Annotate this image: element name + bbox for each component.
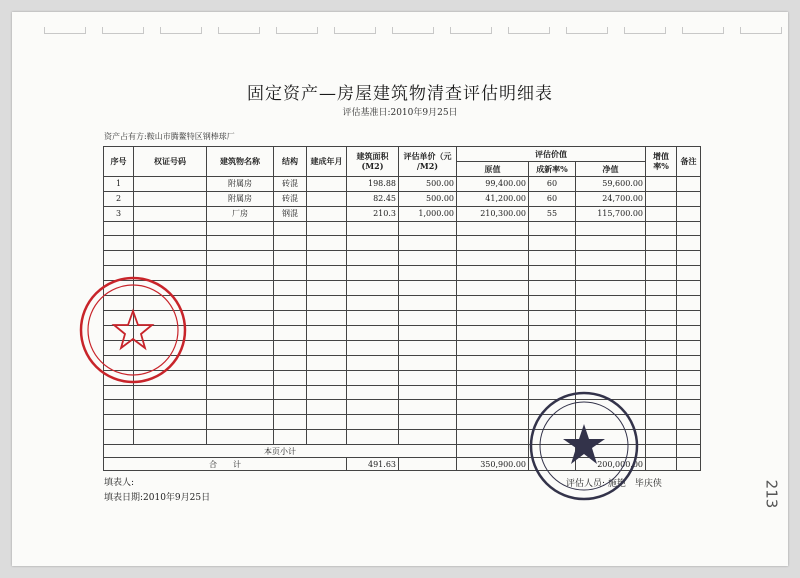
cell-original bbox=[457, 340, 529, 355]
total-area: 491.63 bbox=[347, 458, 399, 471]
table-row bbox=[104, 236, 701, 251]
cell-appreciation bbox=[646, 281, 677, 296]
cell-unit-price bbox=[399, 251, 457, 266]
appraisal-firm-seal bbox=[528, 390, 640, 502]
cell-cert-no bbox=[134, 191, 207, 206]
appraisers: 评估人员: 施艳 毕庆侠 bbox=[566, 479, 662, 489]
cell-name bbox=[207, 236, 274, 251]
cell-area bbox=[347, 266, 399, 281]
cell-net bbox=[576, 370, 646, 385]
cell-rate bbox=[529, 296, 576, 311]
cell-area bbox=[347, 236, 399, 251]
cell-year bbox=[307, 325, 347, 340]
header-area-label: 建筑面积 bbox=[356, 151, 389, 162]
cell-name bbox=[207, 385, 274, 400]
cell-appreciation bbox=[646, 296, 677, 311]
cell-cert-no bbox=[134, 221, 207, 236]
cell-rate: 55 bbox=[529, 206, 576, 221]
cell-year bbox=[307, 430, 347, 445]
cell-seq bbox=[104, 400, 134, 415]
cell-cert-no bbox=[134, 176, 207, 191]
cell-cert-no bbox=[134, 415, 207, 430]
cell-rate bbox=[529, 310, 576, 325]
cell-year bbox=[307, 221, 347, 236]
cell-net bbox=[576, 355, 646, 370]
cell-area bbox=[347, 370, 399, 385]
cell-unit-price bbox=[399, 221, 457, 236]
header-building-name: 建筑物名称 bbox=[207, 147, 274, 177]
filler-label: 填表人: bbox=[104, 478, 135, 488]
cell-remarks bbox=[677, 251, 701, 266]
cell-original bbox=[457, 370, 529, 385]
cell-net: 115,700.00 bbox=[576, 206, 646, 221]
cell-remarks bbox=[677, 236, 701, 251]
cell-unit-price bbox=[399, 385, 457, 400]
cell-unit-price bbox=[399, 355, 457, 370]
cell-appreciation bbox=[646, 415, 677, 430]
cell-rate bbox=[529, 251, 576, 266]
cell-original bbox=[457, 221, 529, 236]
asset-owner: 资产占有方:鞍山市腾鳌特区钢棒球厂 bbox=[104, 132, 235, 141]
table-row bbox=[104, 191, 701, 206]
cell-net: 59,600.00 bbox=[576, 176, 646, 191]
cell-appreciation bbox=[646, 370, 677, 385]
cell-year bbox=[307, 310, 347, 325]
cell-structure: 砖混 bbox=[274, 191, 307, 206]
cell-year bbox=[307, 370, 347, 385]
cell-name bbox=[207, 310, 274, 325]
cell-appreciation bbox=[646, 221, 677, 236]
cell-year bbox=[307, 355, 347, 370]
cell-structure bbox=[274, 385, 307, 400]
cell-appreciation bbox=[646, 400, 677, 415]
cell-appreciation bbox=[646, 430, 677, 445]
header-net-value: 净值 bbox=[576, 161, 646, 176]
header-unit-price-label: 评估单价（元 bbox=[403, 151, 452, 162]
cell-remarks bbox=[677, 400, 701, 415]
cell-name bbox=[207, 430, 274, 445]
cell-remarks bbox=[677, 415, 701, 430]
cell-seq bbox=[104, 430, 134, 445]
cell-year bbox=[307, 340, 347, 355]
cell-seq bbox=[104, 385, 134, 400]
header-remarks: 备注 bbox=[677, 147, 701, 177]
cell-remarks bbox=[677, 176, 701, 191]
cell-unit-price bbox=[399, 370, 457, 385]
cell-seq bbox=[104, 221, 134, 236]
cell-area bbox=[347, 355, 399, 370]
cell-structure bbox=[274, 266, 307, 281]
cell-name bbox=[207, 266, 274, 281]
cell-name bbox=[207, 340, 274, 355]
cell-structure: 砖混 bbox=[274, 176, 307, 191]
cell-appreciation bbox=[646, 385, 677, 400]
cell-net bbox=[576, 340, 646, 355]
cell-original bbox=[457, 385, 529, 400]
cell-name bbox=[207, 251, 274, 266]
cell-unit-price: 1,000.00 bbox=[399, 206, 457, 221]
cell-remarks bbox=[677, 385, 701, 400]
cell-rate bbox=[529, 236, 576, 251]
cell-remarks bbox=[677, 430, 701, 445]
header-original-value: 原值 bbox=[457, 161, 529, 176]
cell-year bbox=[307, 176, 347, 191]
cell-appreciation bbox=[646, 310, 677, 325]
cell-net bbox=[576, 221, 646, 236]
handwritten-page-number: 213 bbox=[762, 479, 781, 509]
table-row bbox=[104, 296, 701, 311]
cell-area bbox=[347, 385, 399, 400]
total-label: 合 计 bbox=[104, 458, 347, 471]
cell-area bbox=[347, 430, 399, 445]
cell-remarks bbox=[677, 206, 701, 221]
cell-cert-no bbox=[134, 430, 207, 445]
cell-original bbox=[457, 325, 529, 340]
cell-area: 210.3 bbox=[347, 206, 399, 221]
cell-remarks bbox=[677, 191, 701, 206]
table-row bbox=[104, 370, 701, 385]
cell-net bbox=[576, 310, 646, 325]
cell-name bbox=[207, 296, 274, 311]
cell-structure bbox=[274, 340, 307, 355]
cell-name bbox=[207, 355, 274, 370]
cell-name bbox=[207, 370, 274, 385]
cell-year bbox=[307, 251, 347, 266]
cell-unit-price bbox=[399, 266, 457, 281]
header-area bbox=[347, 147, 399, 177]
cell-seq: 1 bbox=[104, 176, 134, 191]
cell-rate bbox=[529, 355, 576, 370]
subtotal-label: 本页小计 bbox=[104, 445, 457, 458]
table-row bbox=[104, 176, 701, 191]
table-row bbox=[104, 281, 701, 296]
cell-appreciation bbox=[646, 266, 677, 281]
cell-structure bbox=[274, 221, 307, 236]
header-area-unit: (M2) bbox=[361, 161, 384, 172]
cell-name bbox=[207, 281, 274, 296]
total-net: 200,000.00 bbox=[576, 458, 646, 471]
cell-name bbox=[207, 221, 274, 236]
cell-cert-no bbox=[134, 206, 207, 221]
cell-structure bbox=[274, 236, 307, 251]
table-row bbox=[104, 206, 701, 221]
cell-structure bbox=[274, 251, 307, 266]
cell-area bbox=[347, 296, 399, 311]
cell-year bbox=[307, 206, 347, 221]
cell-area bbox=[347, 281, 399, 296]
header-newness-rate: 成新率% bbox=[529, 161, 576, 176]
base-date: 评估基准日:2010年9月25日 bbox=[342, 108, 458, 118]
cell-remarks bbox=[677, 281, 701, 296]
document-title: 固定资产—房屋建筑物清查评估明细表 bbox=[247, 84, 553, 104]
cell-appreciation bbox=[646, 340, 677, 355]
cell-year bbox=[307, 266, 347, 281]
cell-rate bbox=[529, 221, 576, 236]
cell-unit-price: 500.00 bbox=[399, 176, 457, 191]
cell-rate: 60 bbox=[529, 191, 576, 206]
cell-year bbox=[307, 415, 347, 430]
cell-remarks bbox=[677, 296, 701, 311]
cell-remarks bbox=[677, 325, 701, 340]
cell-net: 24,700.00 bbox=[576, 191, 646, 206]
cell-original bbox=[457, 400, 529, 415]
cell-remarks bbox=[677, 355, 701, 370]
perforation-strip bbox=[44, 27, 782, 36]
cell-seq: 2 bbox=[104, 191, 134, 206]
cell-area bbox=[347, 415, 399, 430]
header-structure: 结构 bbox=[274, 147, 307, 177]
cell-original bbox=[457, 266, 529, 281]
cell-structure bbox=[274, 296, 307, 311]
cell-structure: 钢混 bbox=[274, 206, 307, 221]
cell-rate: 60 bbox=[529, 176, 576, 191]
fill-date: 填表日期:2010年9月25日 bbox=[104, 493, 211, 503]
cell-year bbox=[307, 385, 347, 400]
cell-rate bbox=[529, 281, 576, 296]
cell-net bbox=[576, 281, 646, 296]
cell-seq: 3 bbox=[104, 206, 134, 221]
cell-original: 99,400.00 bbox=[457, 176, 529, 191]
cell-unit-price bbox=[399, 296, 457, 311]
cell-cert-no bbox=[134, 400, 207, 415]
cell-net bbox=[576, 325, 646, 340]
cell-original bbox=[457, 236, 529, 251]
cell-rate bbox=[529, 266, 576, 281]
cell-rate bbox=[529, 340, 576, 355]
cell-appreciation bbox=[646, 236, 677, 251]
cell-unit-price bbox=[399, 340, 457, 355]
cell-name bbox=[207, 325, 274, 340]
cell-rate bbox=[529, 325, 576, 340]
cell-seq bbox=[104, 415, 134, 430]
cell-remarks bbox=[677, 266, 701, 281]
header-seq: 序号 bbox=[104, 147, 134, 177]
cell-unit-price bbox=[399, 325, 457, 340]
cell-net bbox=[576, 251, 646, 266]
cell-unit-price bbox=[399, 310, 457, 325]
cell-appreciation bbox=[646, 206, 677, 221]
header-appreciation-line1: 增值 bbox=[653, 151, 670, 162]
cell-net bbox=[576, 296, 646, 311]
cell-structure bbox=[274, 355, 307, 370]
cell-area: 82.45 bbox=[347, 191, 399, 206]
cell-area bbox=[347, 221, 399, 236]
cell-unit-price bbox=[399, 281, 457, 296]
table-row bbox=[104, 340, 701, 355]
cell-remarks bbox=[677, 221, 701, 236]
table-row bbox=[104, 251, 701, 266]
cell-net bbox=[576, 236, 646, 251]
cell-original: 41,200.00 bbox=[457, 191, 529, 206]
cell-name: 厂房 bbox=[207, 206, 274, 221]
cell-structure bbox=[274, 310, 307, 325]
cell-name bbox=[207, 415, 274, 430]
cell-year bbox=[307, 400, 347, 415]
total-original: 350,900.00 bbox=[457, 458, 529, 471]
cell-seq bbox=[104, 236, 134, 251]
red-company-seal bbox=[78, 275, 188, 385]
cell-year bbox=[307, 296, 347, 311]
cell-appreciation bbox=[646, 355, 677, 370]
cell-original: 210,300.00 bbox=[457, 206, 529, 221]
cell-original bbox=[457, 251, 529, 266]
cell-cert-no bbox=[134, 385, 207, 400]
header-unit-price-unit: /M2) bbox=[416, 161, 439, 172]
cell-original bbox=[457, 430, 529, 445]
cell-area bbox=[347, 251, 399, 266]
cell-area bbox=[347, 310, 399, 325]
cell-area bbox=[347, 325, 399, 340]
cell-cert-no bbox=[134, 251, 207, 266]
header-appreciation-rate bbox=[646, 147, 677, 177]
header-cert-no: 权证号码 bbox=[134, 147, 207, 177]
cell-original bbox=[457, 355, 529, 370]
table-row bbox=[104, 221, 701, 236]
cell-seq bbox=[104, 251, 134, 266]
table-row bbox=[104, 266, 701, 281]
cell-structure bbox=[274, 325, 307, 340]
cell-area bbox=[347, 400, 399, 415]
cell-area: 198.88 bbox=[347, 176, 399, 191]
cell-name: 附属房 bbox=[207, 191, 274, 206]
cell-remarks bbox=[677, 310, 701, 325]
cell-appreciation bbox=[646, 176, 677, 191]
table-row bbox=[104, 355, 701, 370]
cell-remarks bbox=[677, 340, 701, 355]
cell-name bbox=[207, 400, 274, 415]
cell-structure bbox=[274, 430, 307, 445]
cell-area bbox=[347, 340, 399, 355]
cell-rate bbox=[529, 370, 576, 385]
cell-original bbox=[457, 281, 529, 296]
cell-appreciation bbox=[646, 191, 677, 206]
cell-year bbox=[307, 236, 347, 251]
cell-year bbox=[307, 191, 347, 206]
cell-original bbox=[457, 310, 529, 325]
cell-year bbox=[307, 281, 347, 296]
cell-structure bbox=[274, 415, 307, 430]
cell-remarks bbox=[677, 370, 701, 385]
cell-net bbox=[576, 266, 646, 281]
cell-original bbox=[457, 296, 529, 311]
cell-original bbox=[457, 415, 529, 430]
header-appreciation-line2: 率% bbox=[653, 161, 669, 172]
header-appraised-value: 评估价值 bbox=[457, 147, 646, 162]
cell-structure bbox=[274, 400, 307, 415]
cell-cert-no bbox=[134, 236, 207, 251]
cell-unit-price: 500.00 bbox=[399, 191, 457, 206]
cell-structure bbox=[274, 281, 307, 296]
cell-unit-price bbox=[399, 430, 457, 445]
cell-appreciation bbox=[646, 325, 677, 340]
cell-unit-price bbox=[399, 400, 457, 415]
table-row bbox=[104, 310, 701, 325]
header-unit-price bbox=[399, 147, 457, 177]
cell-appreciation bbox=[646, 251, 677, 266]
cell-unit-price bbox=[399, 415, 457, 430]
cell-structure bbox=[274, 370, 307, 385]
header-year-built: 建成年月 bbox=[307, 147, 347, 177]
table-row bbox=[104, 325, 701, 340]
cell-name: 附属房 bbox=[207, 176, 274, 191]
cell-unit-price bbox=[399, 236, 457, 251]
